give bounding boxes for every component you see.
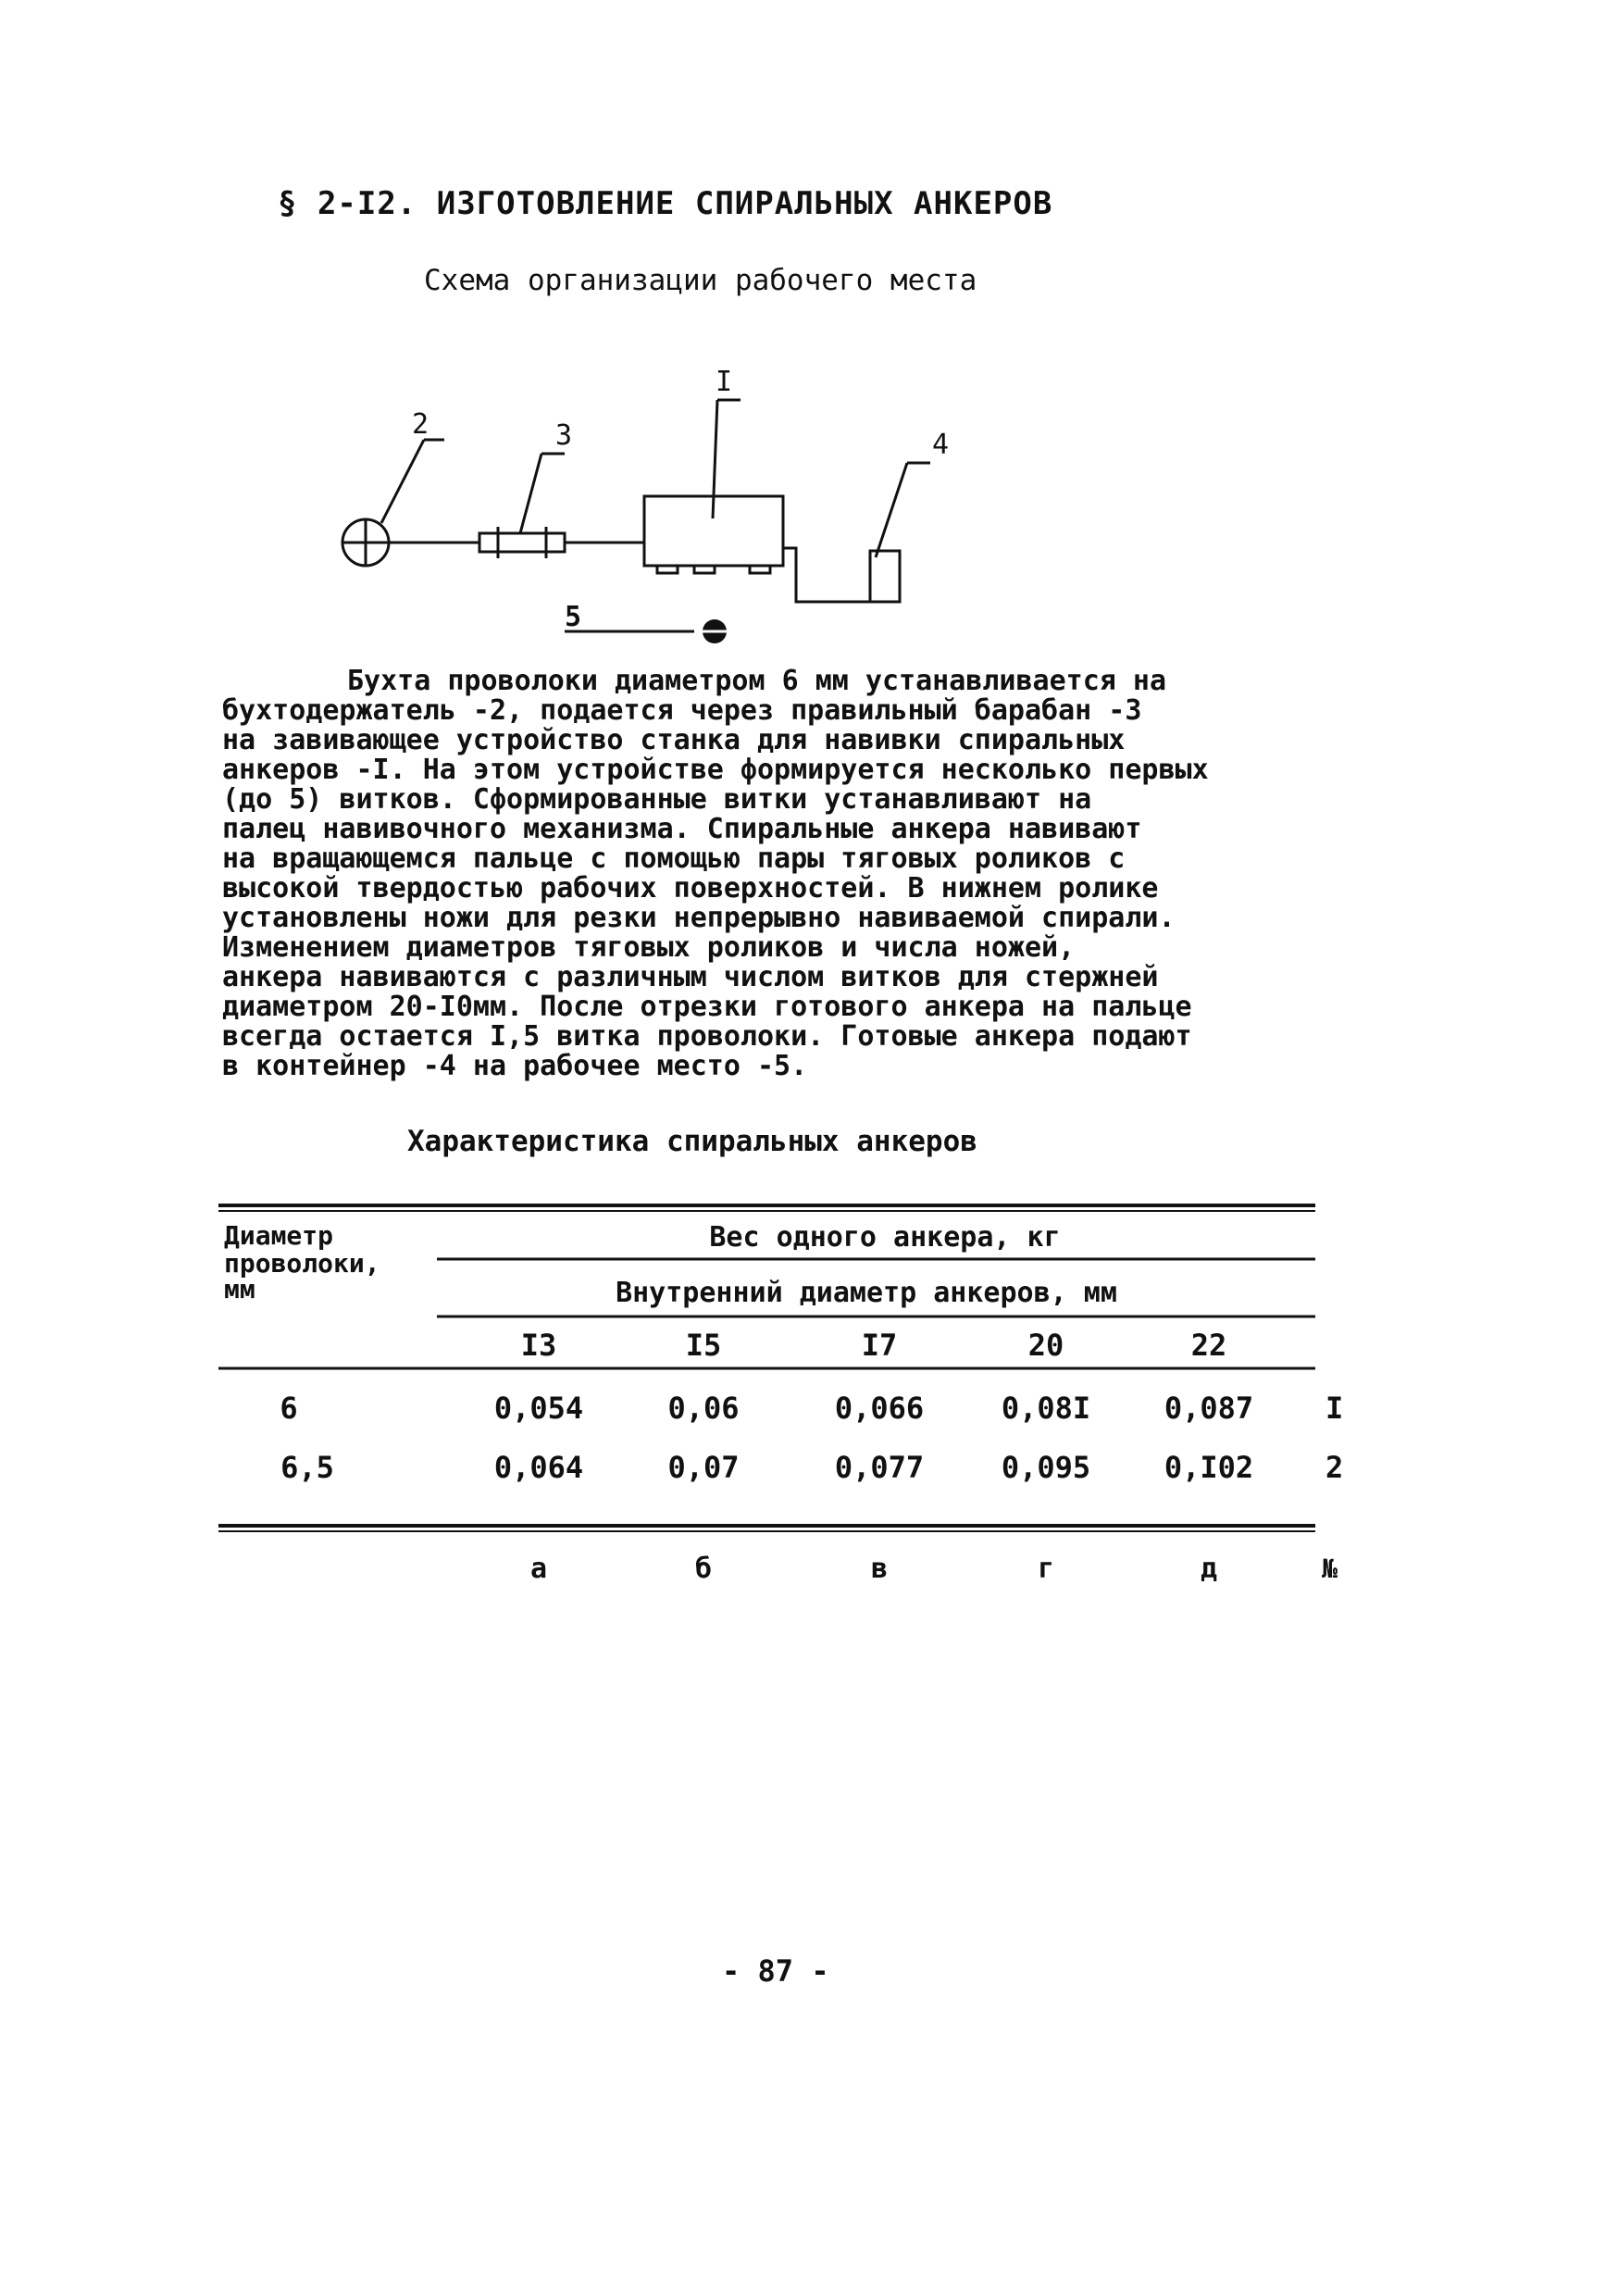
body-line: диаметром 20-I0мм. После отрезки готового анкера на пальце	[222, 991, 1192, 1023]
table-title: Характеристика спиральных анкеров	[407, 1125, 977, 1158]
workplace-diagram	[315, 352, 963, 648]
table-cell: 0,077	[834, 1450, 925, 1485]
label-4: 4	[932, 429, 950, 461]
subgroup-header: Внутренний диаметр анкеров, мм	[616, 1277, 1117, 1309]
table-cell: 0,08I	[1001, 1391, 1091, 1426]
anchor-characteristics-table	[218, 1185, 1348, 1611]
body-line: бухтодержатель -2, подается через правильный барабан -3	[222, 694, 1142, 727]
body-line: установлены ножи для резки непрерывно навиваемой спирали.	[222, 902, 1176, 934]
row-index: 2	[1326, 1450, 1344, 1485]
body-line: на завивающее устройство станка для навивки спиральных	[222, 724, 1126, 756]
column-header: I3	[520, 1328, 557, 1363]
container-symbol	[870, 551, 900, 602]
column-letter: д	[1200, 1553, 1218, 1585]
label-5: 5	[565, 601, 582, 633]
row-diameter: 6,5	[280, 1450, 334, 1485]
table-cell: 0,066	[834, 1391, 925, 1426]
body-paragraph	[222, 667, 1361, 1081]
column-header: I7	[861, 1328, 898, 1363]
label-2: 2	[412, 408, 429, 441]
label-3: 3	[555, 419, 573, 452]
body-line: Бухта проволоки диаметром 6 мм устанавливается на	[347, 665, 1167, 697]
row-header-line: мм	[224, 1274, 255, 1304]
body-line: всегда остается I,5 витка проволоки. Готовые анкера подают	[222, 1020, 1192, 1053]
table-cell: 0,07	[667, 1450, 740, 1485]
label-I: I	[716, 366, 733, 398]
column-letter: г	[1037, 1553, 1055, 1585]
straightening-drum-symbol	[479, 533, 565, 552]
page-number: - 87 -	[722, 1953, 829, 1989]
table-cell: 0,054	[493, 1391, 584, 1426]
table-cell: 0,06	[667, 1391, 740, 1426]
column-header: 22	[1190, 1328, 1227, 1363]
column-letter: б	[694, 1553, 713, 1585]
table-cell: 0,064	[493, 1450, 584, 1485]
row-header-line: проволоки,	[224, 1248, 380, 1279]
table-cell: 0,095	[1001, 1450, 1091, 1485]
section-heading: § 2-I2. ИЗГОТОВЛЕНИЕ СПИРАЛЬНЫХ АНКЕРОВ	[278, 185, 1053, 222]
group-header: Вес одного анкера, кг	[709, 1221, 1061, 1254]
body-line: высокой твердостью рабочих поверхностей. В нижнем ролике	[222, 872, 1159, 905]
row-letter-mark: №	[1322, 1554, 1338, 1584]
table-cell: 0,087	[1164, 1391, 1254, 1426]
column-header: I5	[685, 1328, 722, 1363]
row-index: I	[1326, 1391, 1344, 1426]
body-line: в контейнер -4 на рабочее место -5.	[222, 1050, 808, 1082]
table-cell: 0,I02	[1164, 1450, 1254, 1485]
body-line: палец навивочного механизма. Спиральные анкера навивают	[222, 813, 1142, 845]
body-line: на вращающемся пальце с помощью пары тяговых роликов с	[222, 842, 1126, 875]
body-line: Изменением диаметров тяговых роликов и числа ножей,	[222, 931, 1076, 964]
column-header: 20	[1027, 1328, 1064, 1363]
column-letter: в	[870, 1553, 889, 1585]
body-line: анкера навиваются с различным числом витков для стержней	[222, 961, 1159, 993]
row-diameter: 6	[280, 1391, 298, 1426]
body-line: (до 5) витков. Сформированные витки устанавливают на	[222, 783, 1092, 816]
scheme-title: Схема организации рабочего места	[424, 264, 977, 297]
column-letter: а	[529, 1553, 548, 1585]
body-line: анкеров -I. На этом устройстве формируется несколько первых	[222, 754, 1209, 786]
row-header-line: Диаметр	[224, 1220, 334, 1251]
